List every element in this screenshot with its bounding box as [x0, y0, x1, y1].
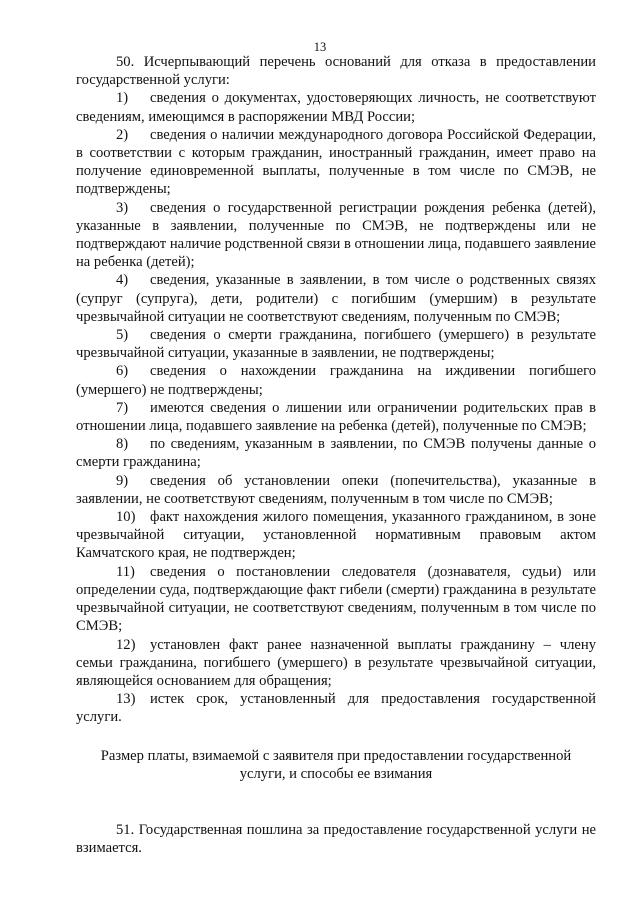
list-item: [76, 199, 596, 272]
list-item-number: 5): [116, 327, 129, 344]
list-item-number: 7): [116, 399, 129, 416]
list-item: [76, 690, 596, 726]
list-item-number: 8): [116, 436, 129, 453]
list-item: [76, 435, 596, 471]
list-item-number: 2): [116, 126, 129, 143]
list-item-text: сведения о документах, удостоверяющих личность, не соответствуют сведениям, имеющимся в распоряжении МВД России;: [76, 90, 596, 125]
list-item: [76, 472, 596, 508]
list-item-text: сведения об установлении опеки (попечительства), указанные в заявлении, не соответствуют сведениям, полученным в том числе по СМЭВ;: [76, 472, 596, 507]
list-item: [76, 399, 596, 435]
list-item-number: 12): [116, 636, 136, 653]
list-item-number: 11): [116, 563, 135, 580]
list-item-text: сведения о наличии международного договора Российской Федерации, в соответствии с которым гражданин, иностранный гражданин, имеет право на получение единовременной выплаты, полученные в том числе по СМЭВ, не подтверждены;: [76, 126, 596, 198]
list-item-text: сведения о постановлении следователя (дознавателя, судьи) или определении суда, подтверждающие факт гибели (смерти) гражданина в результате чрезвычайной ситуации, не соответствуют сведениям, полученным в том числе по СМЭВ;: [76, 563, 596, 635]
list-item-number: 13): [116, 691, 136, 708]
page-number: 13: [313, 40, 327, 54]
paragraph-51: 51. Государственная пошлина за предоставление государственной услуги не взимается.: [76, 821, 596, 857]
list-item: [76, 271, 596, 326]
list-item-text: по сведениям, указанным в заявлении, по СМЭВ получены данные о смерти гражданина;: [76, 436, 596, 471]
list-item-number: 1): [116, 90, 129, 107]
list-item-number: 9): [116, 472, 129, 489]
list-item-text: имеются сведения о лишении или ограничении родительских прав в отношении лица, подавшего заявление на ребенка (детей), полученные по СМЭВ;: [76, 399, 596, 435]
list-item-number: 10): [116, 509, 136, 526]
paragraph-50-intro: 50. Исчерпывающий перечень оснований для отказа в предоставлении государственной услуги:: [76, 54, 596, 89]
list-item-text: сведения о смерти гражданина, погибшего (умершего) в результате чрезвычайной ситуации, указанные в заявлении, не подтверждены;: [76, 327, 596, 362]
list-item-text: установлен факт ранее назначенной выплаты гражданину – члену семьи гражданина, погибшего (умершего) в результате чрезвычайной ситуации, являющейся основанием для обращения;: [76, 636, 596, 689]
list-item-text: сведения, указанные в заявлении, в том числе о родственных связях (супруг (супруга), дети, родители) с погибшим (умершим) в результате чрезвычайной ситуации не соответствуют сведениям, полученным по СМЭВ;: [76, 272, 596, 325]
list-item-number: 4): [116, 272, 129, 289]
list-item: [76, 563, 596, 636]
list-item-text: сведения о нахождении гражданина на иждивении погибшего (умершего) не подтверждены;: [76, 363, 596, 398]
list-item: [76, 508, 596, 563]
page-body: [76, 53, 596, 857]
list-item: [76, 126, 596, 199]
list-item: [76, 326, 596, 362]
list-item-text: истек срок, установленный для предоставления государственной услуги.: [76, 691, 596, 726]
refusal-grounds-list: [76, 89, 596, 726]
list-item-number: 3): [116, 199, 129, 216]
list-item: [76, 89, 596, 125]
list-item: [76, 362, 596, 398]
list-item-text: факт нахождения жилого помещения, указанного гражданином, в зоне чрезвычайной ситуации, установленной нормативным правовым актом Камчатского края, не подтвержден;: [76, 509, 596, 562]
section-heading: Размер платы, взимаемой с заявителя при предоставлении государственной услуги, и способы ее взимания: [100, 747, 572, 782]
list-item-text: сведения о государственной регистрации рождения ребенка (детей), указанные в заявлении, полученные по СМЭВ, не подтверждены или не подтверждают наличие родственной связи в отношении лица, подавшего заявление на ребенка (детей);: [76, 199, 596, 271]
list-item: [76, 636, 596, 691]
list-item-number: 6): [116, 363, 129, 380]
